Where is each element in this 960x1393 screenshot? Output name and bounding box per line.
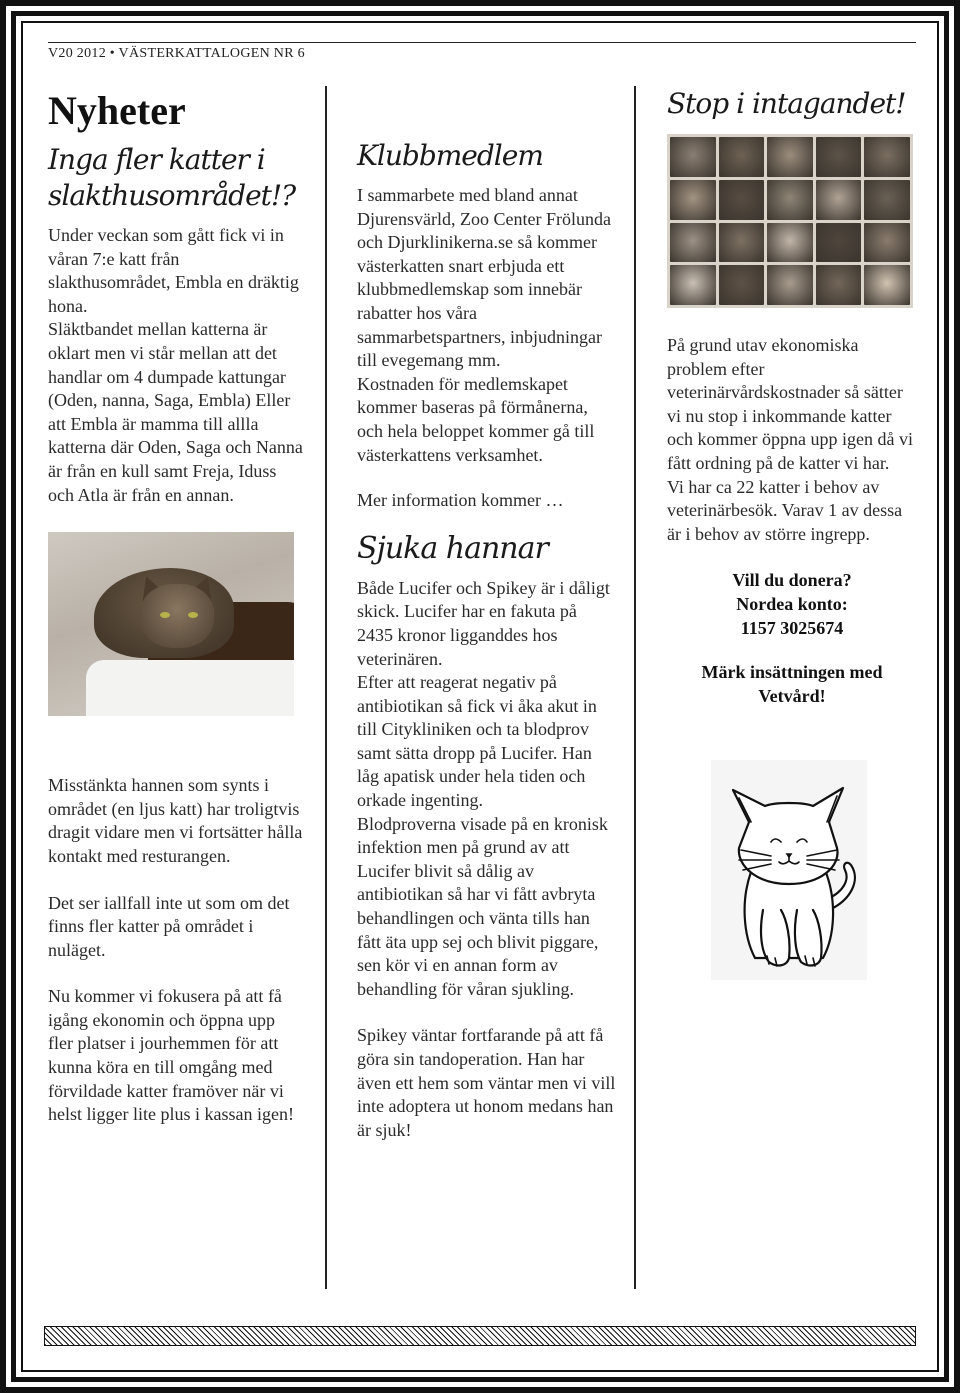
paragraph: Mer information kommer … (357, 490, 564, 511)
section-title-klubbmedlem: Klubbmedlem (357, 139, 543, 172)
collage-cat-photo (767, 137, 813, 177)
collage-cat-photo (670, 223, 716, 263)
paragraph: Efter att reagerat negativ på antibiotikan så fick vi åka akut in till Citykliniken och ta blodprov samt sätta dropp på Lucifer. Han låg apatisk under hela tiden och orkade ingenting. (357, 672, 597, 811)
collage-cat-photo (816, 265, 862, 305)
header-rule (48, 42, 916, 43)
collage-cat-photo (816, 137, 862, 177)
paragraph: På grund utav ekonomiska problem efter veterinärvårdskostnader så sätter vi nu stop i inkommande katter och kommer öppna upp igen då vi fått ordning på de katter vi har. (667, 335, 913, 473)
collage-cat-photo (670, 265, 716, 305)
bottom-decorative-band (44, 1326, 916, 1346)
collage-cat-photo (719, 223, 765, 263)
collage-cat-photo (719, 265, 765, 305)
collage-cat-photo (719, 137, 765, 177)
paragraph: Vi har ca 22 katter i behov av veterinärbesök. Varav 1 av dessa är i behov av större ingrepp. (667, 476, 903, 544)
column-divider (325, 86, 327, 1289)
paragraph: Under veckan som gått fick vi in våran 7:e katt från slakthusområdet, Embla en dräktig hona. (48, 225, 299, 316)
column-news (48, 86, 304, 1127)
kitten-illustration (711, 760, 867, 980)
bank-account-number: 1157 3025674 (740, 618, 844, 639)
column-club (357, 138, 617, 1142)
collage-cat-photo (767, 265, 813, 305)
paragraph: Släktbandet mellan katterna är oklart men vi står mellan att det handlar om 4 dumpade kattungar (Oden, nanna, Saga, Embla) Eller att Embla är mamma till allla katterna där Oden, Saga och Nanna är från en kull samt Freja, Iduss och Atla är från en annan. (48, 319, 303, 505)
paragraph: Misstänkta hannen som synts i området (en ljus katt) har troligtvis dragit vidare men vi fortsätter hålla kontakt med resturangen. (48, 775, 303, 866)
article-title-line: slakthusområdet!? (48, 179, 296, 212)
column-divider (634, 86, 636, 1289)
collage-cat-photo (816, 223, 862, 263)
payment-reference-note: Vetvård! (758, 686, 826, 707)
payment-reference-note: Märk insättningen med (701, 662, 883, 683)
paragraph: Spikey väntar fortfarande på att få göra sin tandoperation. Han har även ett hem som väntar men vi vill inte adoptera ut honom medans han är sjuk! (357, 1025, 616, 1140)
paragraph: Kostnaden för medlemskapet kommer baseras på förmånerna, och hela beloppet kommer gå till västerkattens verksamhet. (357, 373, 595, 465)
newsletter-header: V20 2012 • VÄSTERKATTALOGEN NR 6 (48, 46, 305, 61)
cat-photo-collage (667, 134, 913, 308)
paragraph: Det ser iallfall inte ut som om det finns fler katter på området i nuläget. (48, 892, 290, 960)
collage-cat-photo (816, 180, 862, 220)
paragraph: Både Lucifer och Spikey är i dåligt skick. Lucifer har en fakuta på 2435 kronor ligganddes hos veterinären. (357, 577, 610, 669)
paragraph: I sammarbete med bland annat Djurensvärld, Zoo Center Frölunda och Djurklinikerna.se så kommer västerkatten snart erbjuda ett klubbmedlemskap som innebär rabatter hos våra sammarbetspartners, inbjudningar till evegemang mm. (357, 185, 611, 371)
cat-photo (48, 532, 294, 716)
collage-cat-photo (767, 180, 813, 220)
collage-cat-photo (864, 223, 910, 263)
donate-heading: Vill du donera? (732, 570, 852, 591)
collage-cat-photo (864, 137, 910, 177)
collage-cat-photo (670, 137, 716, 177)
section-title-stop: Stop i intagandet! (667, 87, 906, 120)
section-title-sjuka-hannar: Sjuka hannar (357, 530, 548, 566)
collage-cat-photo (670, 180, 716, 220)
section-title-nyheter: Nyheter (48, 88, 186, 133)
paragraph: Blodproverna visade på en kronisk infektion men på grund av att Lucifer blivit så dålig av antibiotikan så har vi fått avbryta behandlingen och vänta tills han fått äta upp sej och blivit piggare, sen kör vi en annan form av behandling för våran sjukling. (357, 813, 608, 999)
bank-label: Nordea konto: (736, 594, 848, 615)
collage-cat-photo (767, 223, 813, 263)
paragraph: Nu kommer vi fokusera på att få igång ekonomin och öppna upp fler platser i jourhemmen för att kunna köra en till omgång med förvildade katter framöver när vi helst ligger lite plus i kassan igen! (48, 986, 294, 1125)
column-stop (667, 86, 917, 980)
collage-cat-photo (864, 180, 910, 220)
article-title-slakthus (48, 142, 304, 214)
collage-cat-photo (864, 265, 910, 305)
collage-cat-photo (719, 180, 765, 220)
article-title-line: Inga fler katter i (48, 143, 265, 176)
